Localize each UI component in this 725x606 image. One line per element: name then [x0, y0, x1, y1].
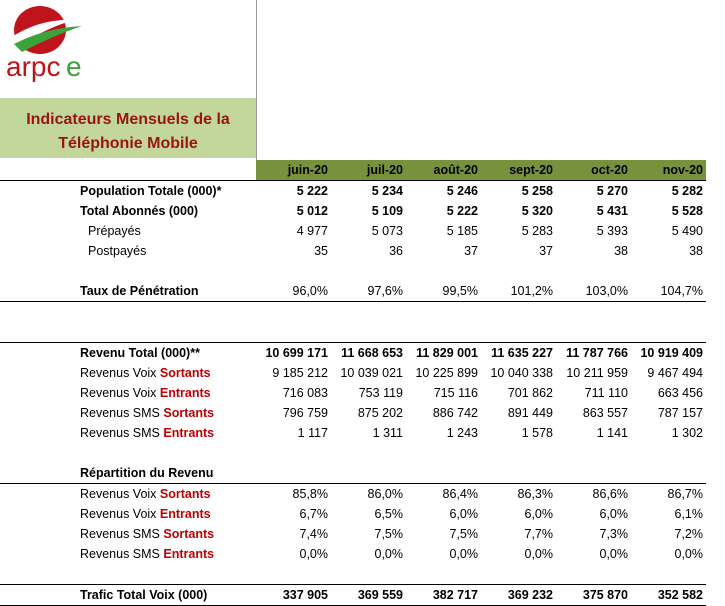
blank-cell [331, 443, 406, 463]
value-cell: 5 528 [671, 204, 703, 218]
table-row [0, 281, 706, 302]
value-cell: 1 302 [671, 426, 703, 440]
value-cell: 711 110 [584, 386, 628, 400]
value-cell: 10 919 409 [631, 343, 706, 364]
table-row [0, 343, 706, 364]
blank-cell [331, 564, 406, 585]
value-cell: 7,3% [599, 527, 628, 541]
label-prefix: Revenus SMS [80, 547, 164, 561]
month-header: nov-20 [631, 160, 706, 181]
row-label: Répartition du Revenu [80, 466, 214, 480]
value-cell: 11 829 001 [406, 343, 481, 364]
label-direction: Entrants [163, 426, 215, 440]
value-cell: 382 717 [406, 585, 481, 606]
label-direction: Entrants [159, 507, 211, 521]
title-line-2: Téléphonie Mobile [58, 135, 198, 152]
value-cell: 0,0% [599, 547, 628, 561]
value-cell: 787 157 [657, 406, 703, 420]
label-prefix: Revenus Voix [80, 487, 160, 501]
svg-text:arpc: arpc [6, 51, 61, 82]
value-cell: 5 222 [446, 204, 478, 218]
value-cell: 5 270 [556, 181, 631, 202]
row-label: Prépayés [88, 224, 141, 238]
value-cell: 6,0% [524, 507, 553, 521]
blank-cell [481, 261, 556, 281]
blank-cell [256, 302, 331, 323]
value-cell: 1 117 [297, 426, 328, 440]
value-cell: 0,0% [449, 547, 478, 561]
column-divider [256, 0, 257, 160]
value-cell: 5 185 [446, 224, 478, 238]
value-cell: 5 073 [371, 224, 403, 238]
value-cell: 97,6% [331, 281, 406, 302]
month-header: août-20 [406, 160, 481, 181]
value-cell: 352 582 [631, 585, 706, 606]
label-prefix: Revenus Voix [80, 507, 160, 521]
value-cell: 1 311 [372, 426, 403, 440]
blank-cell [556, 564, 631, 585]
value-cell: 863 557 [582, 406, 628, 420]
value-cell: 5 258 [481, 181, 556, 202]
label-direction: Entrants [163, 547, 215, 561]
title-line-1: Indicateurs Mensuels de la [26, 111, 230, 128]
blank-cell [481, 564, 556, 585]
value-cell: 5 109 [371, 204, 403, 218]
month-header: juil-20 [331, 160, 406, 181]
value-cell: 10 040 338 [490, 366, 553, 380]
table-row [0, 585, 706, 606]
blank-cell [631, 564, 706, 585]
table-row [0, 504, 706, 524]
row-label: Revenu Total (000)** [0, 343, 256, 364]
blank-cell [256, 261, 331, 281]
value-cell: 886 742 [432, 406, 478, 420]
month-header: juin-20 [256, 160, 331, 181]
blank-cell [0, 564, 256, 585]
row-label [0, 423, 256, 443]
value-cell: 5 431 [596, 204, 628, 218]
value-cell: 11 787 766 [556, 343, 631, 364]
value-cell: 375 870 [556, 585, 631, 606]
value-cell: 36 [389, 244, 403, 258]
value-cell [556, 463, 631, 484]
value-cell: 716 083 [282, 386, 328, 400]
month-header: sept-20 [481, 160, 556, 181]
value-cell: 11 635 227 [481, 343, 556, 364]
blank-cell [256, 443, 331, 463]
row-label [0, 484, 256, 505]
blank-cell [406, 564, 481, 585]
label-direction: Sortants [163, 406, 215, 420]
blank-cell [556, 443, 631, 463]
arpce-logo [0, 0, 100, 90]
table-row [0, 363, 706, 383]
value-cell: 10 211 959 [566, 366, 628, 380]
value-cell: 7,5% [374, 527, 403, 541]
row-label: Postpayés [88, 244, 147, 258]
label-prefix: Revenus Voix [80, 366, 160, 380]
value-cell: 7,5% [449, 527, 478, 541]
value-cell: 701 862 [507, 386, 553, 400]
blank-cell [556, 322, 631, 343]
value-cell: 96,0% [256, 281, 331, 302]
row-label [0, 403, 256, 423]
table-row [0, 544, 706, 564]
blank-cell [256, 564, 331, 585]
value-cell: 875 202 [357, 406, 403, 420]
label-prefix: Revenus SMS [80, 426, 164, 440]
value-cell [631, 463, 706, 484]
row-label: Population Totale (000)* [0, 181, 256, 202]
blank-cell [0, 302, 256, 323]
value-cell: 11 668 653 [331, 343, 406, 364]
value-cell: 5 234 [331, 181, 406, 202]
value-cell: 38 [689, 244, 703, 258]
blank-cell [631, 302, 706, 323]
table-row [0, 423, 706, 443]
value-cell: 753 119 [358, 386, 403, 400]
value-cell: 0,0% [674, 547, 703, 561]
label-direction: Sortants [159, 487, 211, 501]
indicators-table [0, 160, 706, 606]
value-cell: 37 [464, 244, 478, 258]
blank-cell [0, 322, 256, 343]
blank-cell [331, 322, 406, 343]
value-cell: 38 [614, 244, 628, 258]
value-cell: 0,0% [524, 547, 553, 561]
row-label [0, 363, 256, 383]
table-row [0, 463, 706, 484]
value-cell: 37 [539, 244, 553, 258]
value-cell [406, 463, 481, 484]
label-prefix: Revenus SMS [80, 406, 164, 420]
blank-cell [481, 322, 556, 343]
value-cell: 9 185 212 [272, 366, 328, 380]
blank-cell [406, 302, 481, 323]
value-cell: 369 559 [331, 585, 406, 606]
row-label: Taux de Pénétration [0, 281, 256, 302]
value-cell [256, 463, 331, 484]
value-cell: 5 283 [521, 224, 553, 238]
value-cell: 10 039 021 [340, 366, 403, 380]
value-cell: 5 490 [671, 224, 703, 238]
value-cell: 4 977 [296, 224, 328, 238]
value-cell: 86,3% [481, 484, 556, 505]
value-cell: 86,6% [556, 484, 631, 505]
value-cell: 5 012 [296, 204, 328, 218]
blank-cell [556, 261, 631, 281]
label-direction: Sortants [163, 527, 215, 541]
value-cell: 10 699 171 [256, 343, 331, 364]
value-cell: 99,5% [406, 281, 481, 302]
value-cell: 9 467 494 [647, 366, 703, 380]
blank-cell [481, 443, 556, 463]
value-cell: 7,2% [674, 527, 703, 541]
row-label [0, 504, 256, 524]
value-cell: 337 905 [256, 585, 331, 606]
value-cell: 369 232 [481, 585, 556, 606]
value-cell: 6,0% [599, 507, 628, 521]
value-cell: 103,0% [556, 281, 631, 302]
value-cell: 86,4% [406, 484, 481, 505]
value-cell: 6,5% [374, 507, 403, 521]
blank-cell [481, 302, 556, 323]
value-cell: 6,0% [449, 507, 478, 521]
blank-cell [256, 322, 331, 343]
table-row [0, 201, 706, 221]
header-blank [0, 160, 256, 181]
table-row [0, 383, 706, 403]
blank-cell [631, 443, 706, 463]
value-cell: 85,8% [256, 484, 331, 505]
value-cell: 715 116 [433, 386, 478, 400]
label-direction: Sortants [159, 366, 211, 380]
month-header: oct-20 [556, 160, 631, 181]
value-cell: 0,0% [374, 547, 403, 561]
blank-cell [331, 302, 406, 323]
value-cell: 35 [314, 244, 328, 258]
value-cell: 663 456 [657, 386, 703, 400]
value-cell: 5 320 [521, 204, 553, 218]
row-label [0, 544, 256, 564]
value-cell: 7,7% [524, 527, 553, 541]
value-cell: 5 246 [406, 181, 481, 202]
row-label [0, 524, 256, 544]
svg-text:e: e [66, 51, 82, 82]
blank-cell [631, 261, 706, 281]
value-cell: 5 222 [256, 181, 331, 202]
blank-cell [406, 443, 481, 463]
row-label: Total Abonnés (000) [80, 204, 199, 218]
row-label: Trafic Total Voix (000) [0, 585, 256, 606]
table-row [0, 241, 706, 261]
table-row [0, 221, 706, 241]
table-row [0, 181, 706, 202]
value-cell: 796 759 [282, 406, 328, 420]
blank-cell [631, 322, 706, 343]
blank-cell [406, 322, 481, 343]
row-label [0, 383, 256, 403]
value-cell: 6,1% [674, 507, 703, 521]
label-prefix: Revenus Voix [80, 386, 160, 400]
table-row [0, 524, 706, 544]
value-cell: 1 243 [446, 426, 478, 440]
value-cell: 891 449 [507, 406, 553, 420]
blank-cell [556, 302, 631, 323]
blank-cell [0, 443, 256, 463]
value-cell [331, 463, 406, 484]
value-cell: 86,0% [331, 484, 406, 505]
value-cell: 0,0% [299, 547, 328, 561]
table-row [0, 484, 706, 505]
value-cell: 1 141 [596, 426, 628, 440]
table-row [0, 403, 706, 423]
report-title [0, 98, 256, 158]
blank-cell [331, 261, 406, 281]
label-direction: Entrants [159, 386, 211, 400]
value-cell: 1 578 [521, 426, 553, 440]
value-cell: 104,7% [631, 281, 706, 302]
blank-cell [0, 261, 256, 281]
value-cell: 101,2% [481, 281, 556, 302]
value-cell [481, 463, 556, 484]
value-cell: 5 282 [631, 181, 706, 202]
value-cell: 10 225 899 [415, 366, 478, 380]
value-cell: 86,7% [631, 484, 706, 505]
label-prefix: Revenus SMS [80, 527, 164, 541]
value-cell: 7,4% [299, 527, 328, 541]
blank-cell [406, 261, 481, 281]
value-cell: 5 393 [596, 224, 628, 238]
value-cell: 6,7% [299, 507, 328, 521]
